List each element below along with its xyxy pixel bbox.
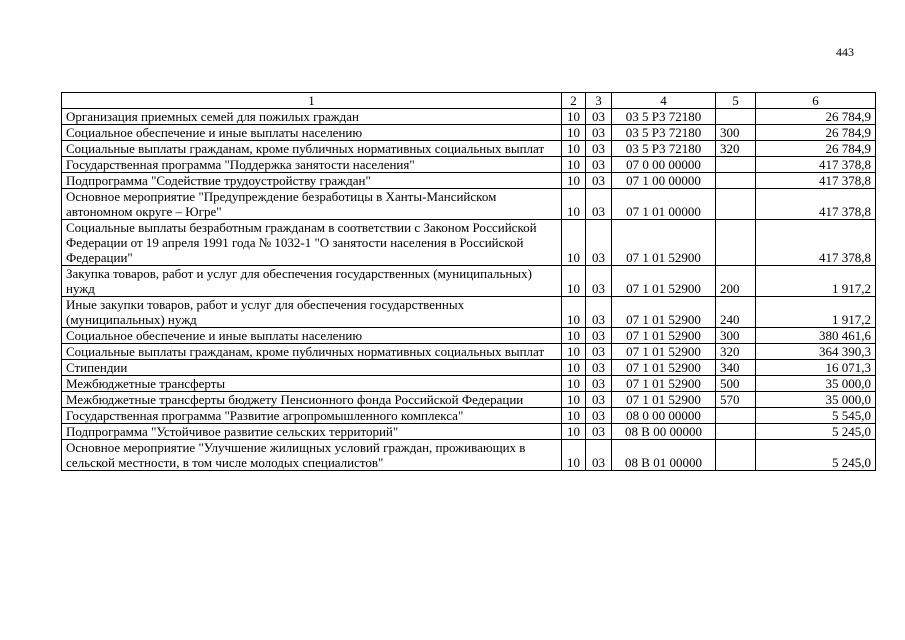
table-row [62,440,876,471]
section-cell: 10 [562,408,586,424]
item-name-cell: Социальное обеспечение и иные выплаты населению [62,125,562,141]
section-cell: 10 [562,424,586,440]
item-name-cell: Государственная программа "Поддержка занятости населения" [62,157,562,173]
item-name-cell: Социальные выплаты безработным гражданам в соответствии с Законом Российской Федерации от 19 апреля 1991 года № 1032-1 "О занятости населения в Российской Федерации" [62,220,562,266]
table-row [62,408,876,424]
amount-cell: 1 917,2 [756,266,876,297]
table-row [62,141,876,157]
item-name-cell: Социальное обеспечение и иные выплаты населению [62,328,562,344]
amount-cell: 417 378,8 [756,157,876,173]
item-name-cell: Основное мероприятие "Предупреждение безработицы в Ханты-Мансийском автономном округе – Югре" [62,189,562,220]
expense-type-cell [716,157,756,173]
amount-cell: 35 000,0 [756,376,876,392]
amount-cell: 5 545,0 [756,408,876,424]
item-name-cell: Социальные выплаты гражданам, кроме публичных нормативных социальных выплат [62,344,562,360]
target-item-code-cell: 08 В 00 00000 [612,424,716,440]
section-cell: 10 [562,392,586,408]
table-row [62,328,876,344]
amount-cell: 26 784,9 [756,109,876,125]
item-name-cell: Стипендии [62,360,562,376]
page-number: 443 [836,45,854,59]
section-cell: 10 [562,189,586,220]
expense-type-cell: 320 [716,141,756,157]
expense-type-cell [716,440,756,471]
subsection-cell: 03 [586,297,612,328]
target-item-code-cell: 03 5 P3 72180 [612,125,716,141]
expense-type-cell: 200 [716,266,756,297]
item-name-cell: Межбюджетные трансферты [62,376,562,392]
section-cell: 10 [562,266,586,297]
amount-cell: 16 071,3 [756,360,876,376]
section-cell: 10 [562,297,586,328]
expense-type-cell [716,220,756,266]
expense-type-cell: 300 [716,328,756,344]
table-row [62,125,876,141]
amount-cell: 417 378,8 [756,189,876,220]
section-cell: 10 [562,328,586,344]
amount-cell: 5 245,0 [756,424,876,440]
subsection-cell: 03 [586,125,612,141]
column-header: 4 [612,93,716,109]
amount-cell: 26 784,9 [756,141,876,157]
item-name-cell: Организация приемных семей для пожилых граждан [62,109,562,125]
table-row [62,157,876,173]
item-name-cell: Подпрограмма "Содействие трудоустройству граждан" [62,173,562,189]
expense-type-cell: 340 [716,360,756,376]
item-name-cell: Социальные выплаты гражданам, кроме публичных нормативных социальных выплат [62,141,562,157]
target-item-code-cell: 03 5 P3 72180 [612,109,716,125]
item-name-cell: Иные закупки товаров, работ и услуг для обеспечения государственных (муниципальных) нужд [62,297,562,328]
subsection-cell: 03 [586,376,612,392]
expense-type-cell [716,173,756,189]
target-item-code-cell: 03 5 P3 72180 [612,141,716,157]
expense-type-cell [716,424,756,440]
subsection-cell: 03 [586,328,612,344]
subsection-cell: 03 [586,220,612,266]
item-name-cell: Государственная программа "Развитие агропромышленного комплекса" [62,408,562,424]
subsection-cell: 03 [586,392,612,408]
table-header-row [62,93,876,109]
subsection-cell: 03 [586,141,612,157]
section-cell: 10 [562,141,586,157]
column-header: 6 [756,93,876,109]
table-row [62,376,876,392]
expense-type-cell: 320 [716,344,756,360]
target-item-code-cell: 07 0 00 00000 [612,157,716,173]
budget-table [61,92,876,471]
amount-cell: 364 390,3 [756,344,876,360]
target-item-code-cell: 07 1 01 52900 [612,360,716,376]
amount-cell: 26 784,9 [756,125,876,141]
expense-type-cell: 240 [716,297,756,328]
subsection-cell: 03 [586,440,612,471]
column-header: 5 [716,93,756,109]
target-item-code-cell: 07 1 01 52900 [612,297,716,328]
column-header: 1 [62,93,562,109]
target-item-code-cell: 07 1 01 52900 [612,344,716,360]
table-row [62,297,876,328]
section-cell: 10 [562,376,586,392]
table-row [62,109,876,125]
section-cell: 10 [562,173,586,189]
table-row [62,189,876,220]
subsection-cell: 03 [586,344,612,360]
target-item-code-cell: 07 1 01 52900 [612,328,716,344]
section-cell: 10 [562,109,586,125]
section-cell: 10 [562,360,586,376]
amount-cell: 380 461,6 [756,328,876,344]
target-item-code-cell: 07 1 01 52900 [612,392,716,408]
table-row [62,360,876,376]
subsection-cell: 03 [586,266,612,297]
amount-cell: 35 000,0 [756,392,876,408]
subsection-cell: 03 [586,109,612,125]
section-cell: 10 [562,440,586,471]
expense-type-cell: 500 [716,376,756,392]
amount-cell: 5 245,0 [756,440,876,471]
subsection-cell: 03 [586,424,612,440]
target-item-code-cell: 07 1 01 52900 [612,220,716,266]
target-item-code-cell: 08 В 01 00000 [612,440,716,471]
table-row [62,173,876,189]
table-row [62,392,876,408]
subsection-cell: 03 [586,408,612,424]
target-item-code-cell: 08 0 00 00000 [612,408,716,424]
subsection-cell: 03 [586,173,612,189]
expense-type-cell: 300 [716,125,756,141]
table-row [62,424,876,440]
section-cell: 10 [562,125,586,141]
expense-type-cell: 570 [716,392,756,408]
table-row [62,266,876,297]
target-item-code-cell: 07 1 01 00000 [612,189,716,220]
expense-type-cell [716,189,756,220]
expense-type-cell [716,109,756,125]
expense-type-cell [716,408,756,424]
subsection-cell: 03 [586,189,612,220]
table-row [62,344,876,360]
section-cell: 10 [562,157,586,173]
amount-cell: 417 378,8 [756,220,876,266]
item-name-cell: Межбюджетные трансферты бюджету Пенсионного фонда Российской Федерации [62,392,562,408]
section-cell: 10 [562,220,586,266]
target-item-code-cell: 07 1 01 52900 [612,266,716,297]
item-name-cell: Основное мероприятие "Улучшение жилищных условий граждан, проживающих в сельской местности, в том числе молодых специалистов" [62,440,562,471]
target-item-code-cell: 07 1 00 00000 [612,173,716,189]
section-cell: 10 [562,344,586,360]
subsection-cell: 03 [586,157,612,173]
column-header: 3 [586,93,612,109]
subsection-cell: 03 [586,360,612,376]
table-row [62,220,876,266]
item-name-cell: Закупка товаров, работ и услуг для обеспечения государственных (муниципальных) нужд [62,266,562,297]
amount-cell: 1 917,2 [756,297,876,328]
column-header: 2 [562,93,586,109]
item-name-cell: Подпрограмма "Устойчивое развитие сельских территорий" [62,424,562,440]
target-item-code-cell: 07 1 01 52900 [612,376,716,392]
amount-cell: 417 378,8 [756,173,876,189]
